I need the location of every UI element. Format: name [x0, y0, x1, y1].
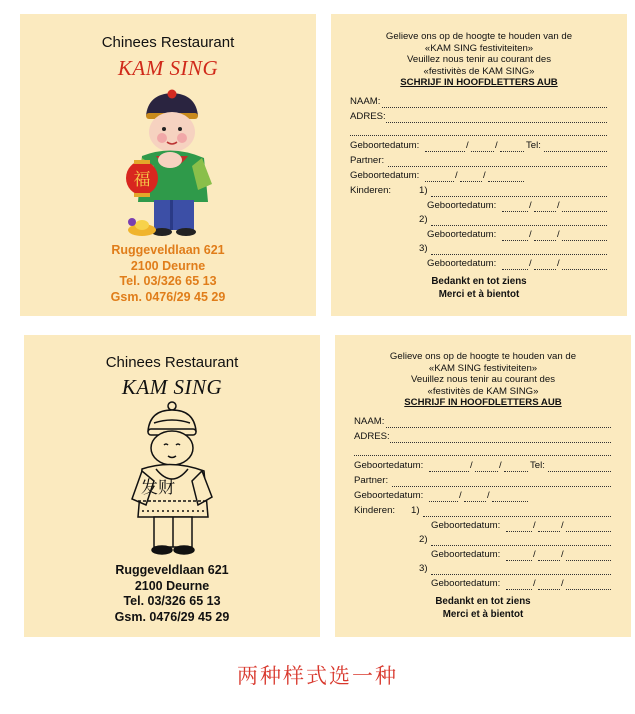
intro-line-4: «festivitès de KAM SING»: [427, 385, 539, 397]
brand-name: KAM SING: [117, 56, 219, 80]
address-street: Ruggeveldlaan 621: [111, 243, 225, 257]
child-2-birthdate-label: Geboortedatum:: [431, 549, 501, 560]
partner-birthdate-label: Geboortedatum:: [350, 170, 420, 181]
partner-birthdate-day-field[interactable]: [425, 181, 454, 182]
child-1-birthdate-label: Geboortedatum:: [431, 520, 501, 531]
colored-boy-illustration: [120, 82, 220, 244]
name-field[interactable]: [382, 107, 607, 108]
child-3-birthdate-month-field[interactable]: [538, 589, 560, 590]
child-2-birthdate-label: Geboortedatum:: [427, 229, 497, 240]
intro-line-3: Veuillez nous tenir au courant des: [411, 374, 555, 386]
thanks-dutch: Bedankt en tot ziens: [435, 596, 531, 607]
child-2-birthdate-year-field[interactable]: [562, 240, 607, 241]
date-separator: /: [470, 460, 473, 471]
date-separator: /: [557, 258, 560, 269]
address-field-line-2[interactable]: [350, 135, 607, 136]
tel-field[interactable]: [544, 151, 607, 152]
colored-business-card: [20, 14, 316, 316]
name-label: NAAM:: [354, 416, 385, 427]
partner-birthdate-label: Geboortedatum:: [354, 490, 424, 501]
capitals-note: SCHRIJF IN HOOFDLETTERS AUB: [404, 397, 562, 409]
child-2-birthdate-year-field[interactable]: [566, 560, 611, 561]
partner-birthdate-year-field[interactable]: [488, 181, 524, 182]
form-intro: [331, 31, 627, 89]
date-separator: /: [557, 229, 560, 240]
style-option-caption: 两种样式选一种: [237, 664, 398, 688]
address-phone: Tel. 03/326 65 13: [123, 594, 221, 608]
address-label: ADRES:: [350, 111, 386, 122]
intro-line-1: Gelieve ons op de hoogte te houden van de: [385, 31, 573, 42]
address-mobile: Gsm. 0476/29 45 29: [114, 609, 230, 624]
birthdate-day-field[interactable]: [429, 471, 469, 472]
thanks-dutch: Bedankt en tot ziens: [431, 276, 527, 287]
birthdate-month-field[interactable]: [471, 151, 494, 152]
restaurant-address: [20, 243, 316, 305]
child-2-birthdate-month-field[interactable]: [534, 240, 556, 241]
intro-line-2: «KAM SING festiviteiten»: [428, 362, 538, 374]
child-1-number: 1): [411, 505, 420, 516]
outline-boy-illustration: [124, 401, 220, 559]
banner-glyphs: 发财: [141, 478, 175, 498]
date-separator: /: [459, 490, 462, 501]
child-1-birthdate-day-field[interactable]: [502, 211, 528, 212]
registration-form-card: [331, 14, 627, 316]
child-3-number: 3): [419, 243, 428, 254]
date-separator: /: [529, 200, 532, 211]
child-3-birthdate-day-field[interactable]: [502, 269, 528, 270]
child-3-birthdate-year-field[interactable]: [562, 269, 607, 270]
address-street: Ruggeveldlaan 621: [115, 563, 229, 577]
birthdate-label: Geboortedatum:: [354, 460, 424, 471]
date-separator: /: [495, 140, 498, 151]
date-separator: /: [533, 578, 536, 589]
partner-field[interactable]: [388, 166, 607, 167]
partner-birthdate-year-field[interactable]: [492, 501, 528, 502]
child-1-birthdate-day-field[interactable]: [506, 531, 532, 532]
child-2-number: 2): [419, 534, 428, 545]
birthdate-day-field[interactable]: [425, 151, 465, 152]
date-separator: /: [557, 200, 560, 211]
name-field[interactable]: [386, 427, 611, 428]
date-separator: /: [561, 520, 564, 531]
date-separator: /: [499, 460, 502, 471]
name-label: NAAM:: [350, 96, 381, 107]
address-city: 2100 Deurne: [130, 258, 206, 273]
registration-form-card: [335, 335, 631, 637]
date-separator: /: [466, 140, 469, 151]
child-3-birthdate-month-field[interactable]: [534, 269, 556, 270]
child-3-birthdate-year-field[interactable]: [566, 589, 611, 590]
child-1-birthdate-month-field[interactable]: [534, 211, 556, 212]
child-2-birthdate-day-field[interactable]: [502, 240, 528, 241]
child-1-name-field[interactable]: [423, 516, 611, 517]
child-2-name-field[interactable]: [431, 225, 607, 226]
outline-business-card: [24, 335, 320, 637]
child-2-number: 2): [419, 214, 428, 225]
partner-birthdate-month-field[interactable]: [464, 501, 486, 502]
tel-field[interactable]: [548, 471, 611, 472]
child-1-birthdate-label: Geboortedatum:: [427, 200, 497, 211]
child-2-name-field[interactable]: [431, 545, 611, 546]
child-3-name-field[interactable]: [431, 254, 607, 255]
intro-line-3: Veuillez nous tenir au courant des: [407, 54, 551, 66]
child-3-birthdate-day-field[interactable]: [506, 589, 532, 590]
date-separator: /: [529, 258, 532, 269]
address-field[interactable]: [386, 122, 607, 123]
form-intro: [335, 351, 631, 409]
birthdate-year-field[interactable]: [500, 151, 524, 152]
date-separator: /: [487, 490, 490, 501]
restaurant-address: [24, 563, 320, 625]
lantern-glyph: 福: [133, 170, 151, 190]
child-1-number: 1): [419, 185, 428, 196]
child-1-name-field[interactable]: [431, 196, 607, 197]
child-3-birthdate-label: Geboortedatum:: [427, 258, 497, 269]
date-separator: /: [483, 170, 486, 181]
partner-label: Partner:: [350, 155, 385, 166]
address-mobile: Gsm. 0476/29 45 29: [110, 289, 226, 304]
date-separator: /: [455, 170, 458, 181]
address-field[interactable]: [390, 442, 611, 443]
birthdate-year-field[interactable]: [504, 471, 528, 472]
thanks-french: Merci et à bientot: [442, 609, 524, 620]
date-separator: /: [561, 549, 564, 560]
partner-label: Partner:: [354, 475, 389, 486]
partner-birthdate-month-field[interactable]: [460, 181, 482, 182]
partner-birthdate-day-field[interactable]: [429, 501, 458, 502]
address-phone: Tel. 03/326 65 13: [119, 274, 217, 288]
child-1-birthdate-year-field[interactable]: [562, 211, 607, 212]
date-separator: /: [533, 549, 536, 560]
address-field-line-2[interactable]: [354, 455, 611, 456]
intro-line-4: «festivitès de KAM SING»: [423, 65, 535, 77]
birthdate-label: Geboortedatum:: [350, 140, 420, 151]
tel-label: Tel:: [526, 140, 541, 151]
restaurant-line: Chinees Restaurant: [101, 34, 235, 51]
form-thanks: [335, 595, 631, 621]
tel-label: Tel:: [530, 460, 545, 471]
intro-line-1: Gelieve ons op de hoogte te houden van de: [389, 351, 577, 362]
address-label: ADRES:: [354, 431, 390, 442]
form-thanks: [331, 275, 627, 301]
birthdate-month-field[interactable]: [475, 471, 498, 472]
capitals-note: SCHRIJF IN HOOFDLETTERS AUB: [400, 77, 558, 89]
children-label: Kinderen:: [350, 185, 392, 196]
partner-field[interactable]: [392, 486, 611, 487]
children-label: Kinderen:: [354, 505, 396, 516]
child-3-number: 3): [419, 563, 428, 574]
child-3-birthdate-label: Geboortedatum:: [431, 578, 501, 589]
date-separator: /: [529, 229, 532, 240]
brand-name: KAM SING: [121, 375, 223, 399]
restaurant-line: Chinees Restaurant: [105, 354, 239, 371]
date-separator: /: [561, 578, 564, 589]
child-2-birthdate-day-field[interactable]: [506, 560, 532, 561]
intro-line-2: «KAM SING festiviteiten»: [424, 42, 534, 54]
address-city: 2100 Deurne: [134, 578, 210, 593]
child-1-birthdate-year-field[interactable]: [566, 531, 611, 532]
thanks-french: Merci et à bientot: [438, 289, 520, 300]
child-1-birthdate-month-field[interactable]: [538, 531, 560, 532]
child-2-birthdate-month-field[interactable]: [538, 560, 560, 561]
date-separator: /: [533, 520, 536, 531]
child-3-name-field[interactable]: [431, 574, 611, 575]
